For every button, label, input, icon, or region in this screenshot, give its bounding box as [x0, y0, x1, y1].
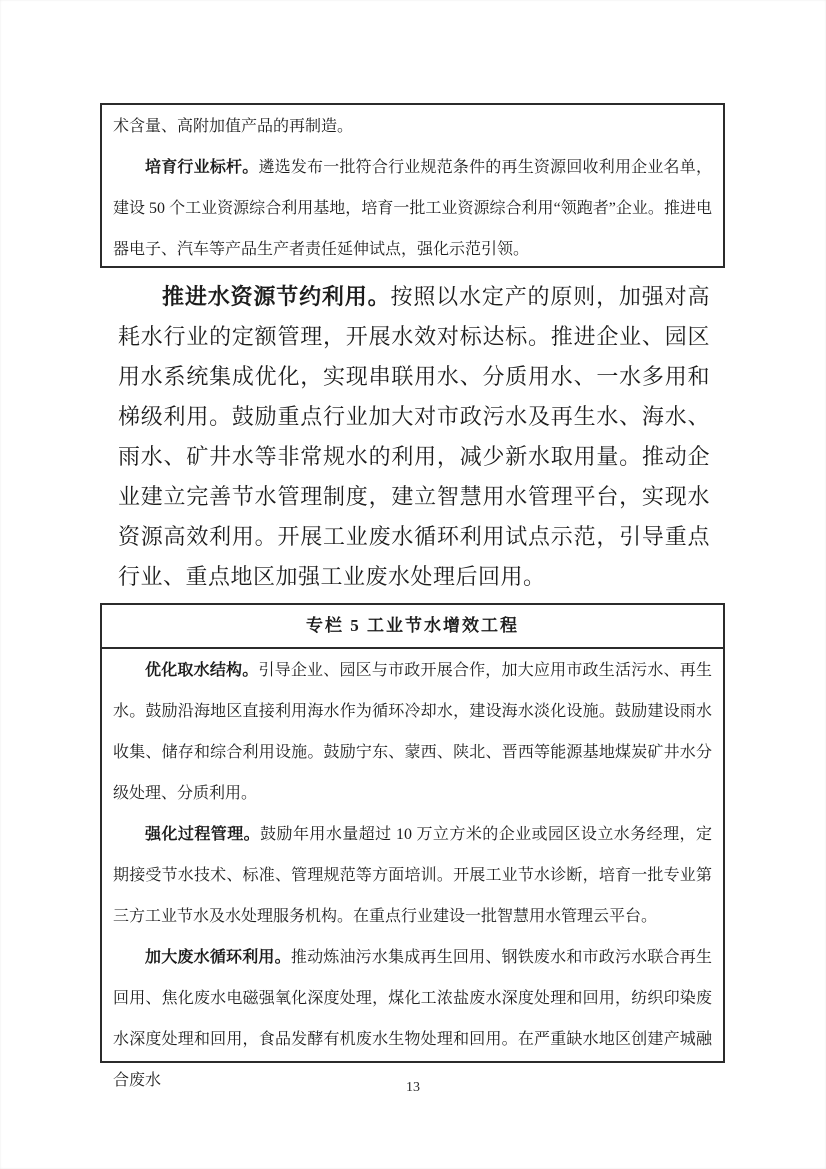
paragraph-water-conservation [118, 277, 710, 597]
paragraph-body: 遴选发布一批符合行业规范条件的再生资源回收利用企业名单，建设 50 个工业资源综合利用基地，培育一批工业资源综合利用“领跑者”企业。推进电器电子、汽车等产品生产者责任延伸试点，强化示范引领。 [113, 159, 712, 258]
box-body [102, 649, 723, 1101]
paragraph-body: 按照以水定产的原则，加强对高耗水行业的定额管理，开展水效对标达标。推进企业、园区用水系统集成优化，实现串联用水、分质用水、一水多用和梯级利用。鼓励重点行业加大对市政污水及再生水、海水、雨水、矿井水等非常规水的利用，减少新水取用量。推动企业建立完善节水管理制度，建立智慧用水管理平台，实现水资源高效利用。开展工业废水循环利用试点示范，引导重点行业、重点地区加强工业废水处理后回用。 [118, 284, 710, 589]
paragraph-process-management [113, 814, 712, 937]
paragraph-lead: 优化取水结构。 [145, 662, 259, 679]
paragraph-body: 鼓励年用水量超过 10 万立方米的企业或园区设立水务经理，定期接受节水技术、标准、管理规范等方面培训。开展工业节水诊断，培育一批专业第三方工业节水及水处理服务机构。在重点行业建设一批智慧用水管理云平台。 [113, 826, 712, 925]
paragraph-lead: 强化过程管理。 [145, 826, 261, 843]
callout-box-resource-recycling [100, 103, 725, 268]
paragraph-body: 引导企业、园区与市政开展合作，加大应用市政生活污水、再生水。鼓励沿海地区直接利用海水作为循环冷却水，建设海水淡化设施。鼓励建设雨水收集、储存和综合利用设施。鼓励宁东、蒙西、陕北、晋西等能源基地煤炭矿井水分级处理、分质利用。 [113, 662, 712, 802]
main-body-section [118, 277, 710, 597]
paragraph-lead: 培育行业标杆。 [145, 159, 259, 176]
paragraph-optimize-water-intake [113, 650, 712, 814]
page-number: 13 [406, 1080, 420, 1095]
continuation-text: 术含量、高附加值产品的再制造。 [113, 118, 354, 135]
paragraph-body: 推动炼油污水集成再生回用、钢铁废水和市政污水联合再生回用、焦化废水电磁强氧化深度处理，煤化工浓盐废水深度处理和回用，纺织印染废水深度处理和回用，食品发酵有机废水生物处理和回用。在严重缺水地区创建产城融合废水 [113, 949, 712, 1089]
paragraph-industry-benchmark [113, 147, 712, 270]
paragraph-lead: 推进水资源节约利用。 [162, 284, 391, 309]
box-title: 专栏 5 工业节水增效工程 [102, 605, 723, 649]
continuation-paragraph [113, 106, 712, 147]
paragraph-lead: 加大废水循环利用。 [145, 949, 291, 966]
paragraph-wastewater-recycling [113, 937, 712, 1101]
